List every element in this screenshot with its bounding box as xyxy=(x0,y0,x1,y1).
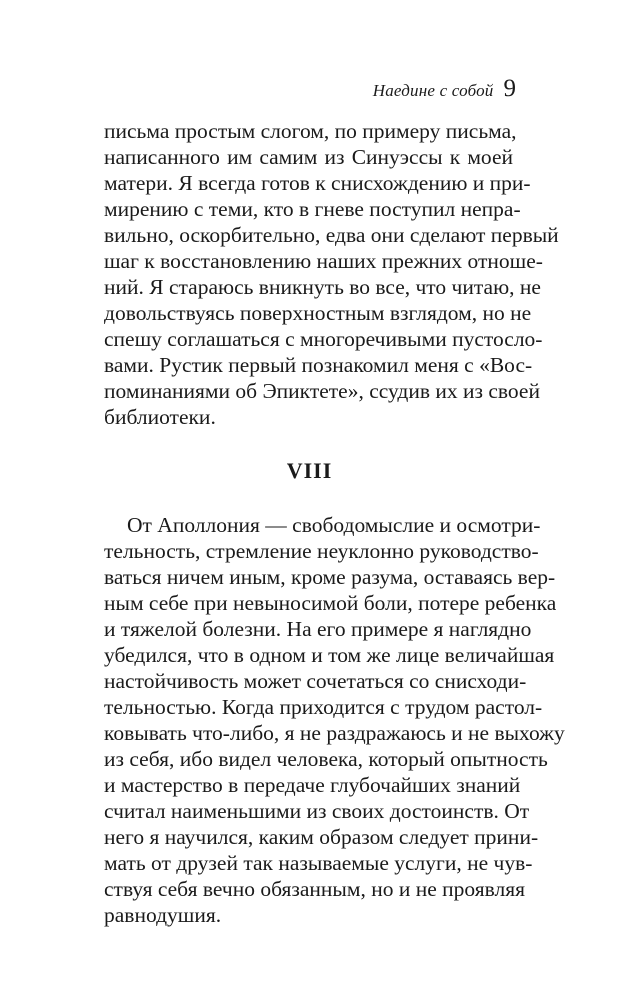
text-line: равнодушия. xyxy=(104,903,222,927)
section-heading: VIII xyxy=(286,458,333,483)
text-line: От Аполлония — свободомыслие и осмотри- xyxy=(127,513,541,537)
text-line: настойчивость может сочетаться со снисходи- xyxy=(104,669,527,693)
text-line: тельность, стремление неуклонно руководство- xyxy=(104,539,539,563)
text-line: ствуя себя вечно обязанным, но и не проявляя xyxy=(104,877,526,901)
text-line: считал наименьшими из своих достоинств. От xyxy=(104,799,530,823)
running-title: Наедине с собой xyxy=(372,81,494,100)
text-line: и мастерство в передаче глубочайших знаний xyxy=(104,773,521,797)
text-line: поминаниями об Эпиктете», ссудив их из своей xyxy=(104,379,540,403)
text-line: матери. Я всегда готов к снисхождению и при- xyxy=(104,171,531,195)
text-line: ний. Я стараюсь вникнуть во все, что читаю, не xyxy=(104,275,541,299)
text-line: написанного им самим из Синуэссы к моей xyxy=(104,145,513,169)
text-line: спешу соглашаться с многоречивыми пустосло- xyxy=(104,327,543,351)
text-line: из себя, ибо видел человека, который опытность xyxy=(104,747,548,771)
running-header xyxy=(373,76,516,101)
text-line: и тяжелой болезни. На его примере я наглядно xyxy=(104,617,532,641)
text-line: ваться ничем иным, кроме разума, оставаясь вер- xyxy=(104,565,556,589)
text-line: убедился, что в одном и том же лице величайшая xyxy=(104,643,555,667)
text-line: тельностью. Когда приходится с трудом растол- xyxy=(104,695,543,719)
text-line: мирению с теми, кто в гневе поступил непра- xyxy=(104,197,521,221)
text-line: ковывать что-либо, я не раздражаюсь и не выхожу xyxy=(104,721,565,745)
text-line: довольствуясь поверхностным взглядом, но не xyxy=(104,301,532,325)
text-line: письма простым слогом, по примеру письма, xyxy=(104,119,517,143)
text-line: него я научился, каким образом следует прини- xyxy=(104,825,539,849)
text-line: вильно, оскорбительно, едва они сделают первый xyxy=(104,223,559,247)
text-line: ным себе при невыносимой боли, потере ребенка xyxy=(104,591,557,615)
text-line: шаг к восстановлению наших прежних отноше- xyxy=(104,249,543,273)
page-number: 9 xyxy=(503,75,516,102)
text-line: вами. Рустик первый познакомил меня с «Вос- xyxy=(104,353,533,377)
text-line: мать от друзей так называемые услуги, не чув- xyxy=(104,851,533,875)
text-line: библиотеки. xyxy=(104,405,216,429)
